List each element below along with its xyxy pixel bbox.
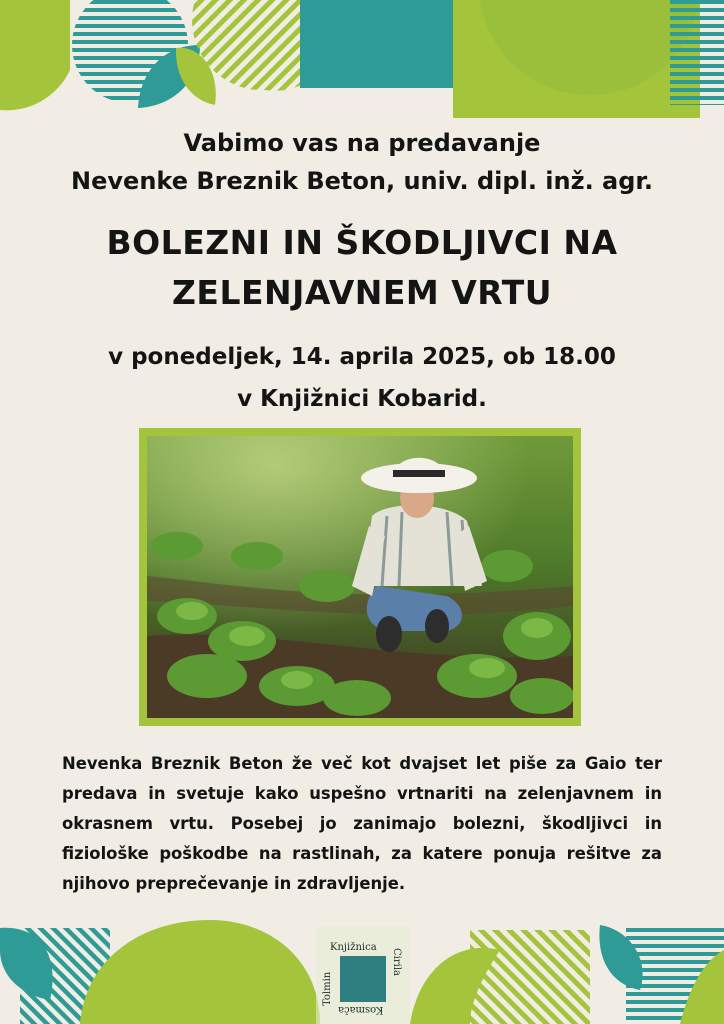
venue: v Knjižnici Kobarid. bbox=[237, 386, 487, 412]
top-right-teal-stripes bbox=[670, 0, 724, 105]
description-line-2: predava in svetuje kako uspešno vrtnariti na zelenjavnem in bbox=[62, 784, 662, 803]
schedule bbox=[0, 336, 724, 420]
library-logo bbox=[316, 934, 410, 1020]
description-line-1: Nevenka Breznik Beton že več kot dvajset let piše za Gaio ter bbox=[62, 754, 662, 773]
lecture-description bbox=[62, 749, 662, 899]
top-left-green-shape bbox=[0, 0, 70, 110]
logo-text-bottom: Kosmača bbox=[338, 1004, 384, 1015]
lecture-title bbox=[0, 218, 724, 318]
description-line-3: okrasnem vrtu. Posebej jo zanimajo bolezni, škodljivci in bbox=[62, 814, 662, 833]
logo-text-right: Cirila bbox=[391, 948, 402, 976]
invitation-text bbox=[0, 124, 724, 200]
title-line-2: ZELENJAVNEM VRTU bbox=[171, 273, 553, 312]
gardener-photo bbox=[147, 436, 573, 718]
logo-text-left: Tolmin bbox=[322, 971, 333, 1006]
invitation-line-1: Vabimo vas na predavanje bbox=[183, 129, 541, 157]
logo-square bbox=[340, 956, 386, 1002]
logo-text-top: Knjižnica bbox=[330, 942, 377, 953]
date-time: v ponedeljek, 14. aprila 2025, ob 18.00 bbox=[108, 344, 616, 370]
photo-frame bbox=[139, 428, 581, 726]
description-line-4: fiziološke poškodbe na rastlinah, za katere ponuja rešitve za bbox=[62, 844, 662, 863]
bottom-green-blob bbox=[80, 920, 320, 1024]
title-line-1: BOLEZNI IN ŠKODLJIVCI NA bbox=[106, 223, 618, 262]
description-line-5: njihovo preprečevanje in zdravljenje. bbox=[62, 874, 406, 893]
bottom-right-green-stripes bbox=[470, 930, 590, 1024]
invitation-line-2: Nevenke Breznik Beton, univ. dipl. inž. agr. bbox=[71, 167, 653, 195]
